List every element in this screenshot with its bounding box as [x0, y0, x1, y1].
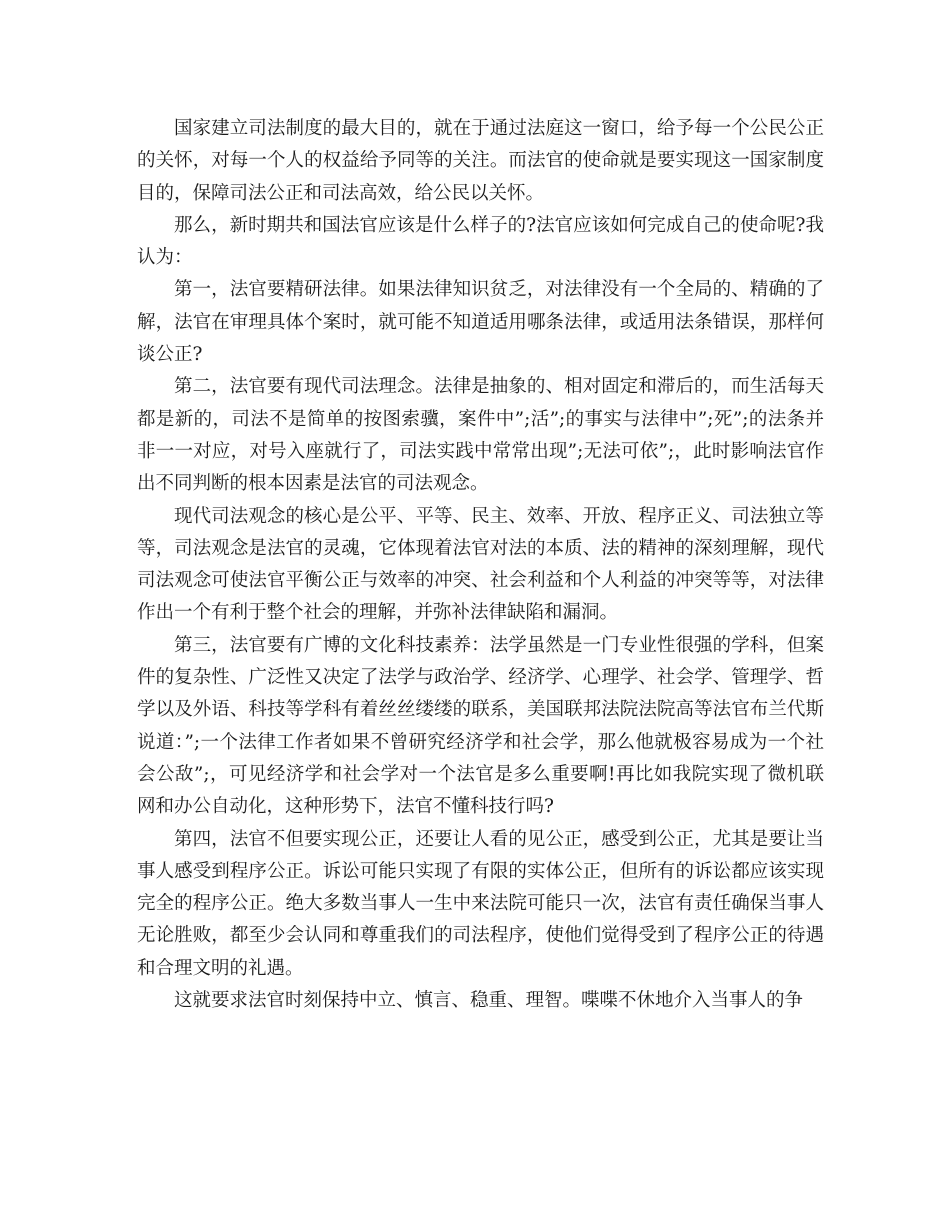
- paragraph-point-four: 第四，法官不但要实现公正，还要让人看的见公正，感受到公正，尤其是要让当事人感受到程序公正。诉讼可能只实现了有限的实体公正，但所有的诉讼都应该实现完全的程序公正。绝大多数当事人一生中来法院可能只一次，法官有责任确保当事人无论胜败，都至少会认同和尊重我们的司法程序，使他们觉得受到了程序公正的待遇和合理文明的礼遇。: [137, 828, 824, 979]
- paragraph-point-one: 第一，法官要精研法律。如果法律知识贫乏，对法律没有一个全局的、精确的了解，法官在审理具体个案时，就可能不知道适用哪条法律，或适用法条错误，那样何谈公正?: [137, 279, 824, 366]
- paragraph-modern-concepts: 现代司法观念的核心是公平、平等、民主、效率、开放、程序正义、司法独立等等，司法观念是法官的灵魂，它体现着法官对法的本质、法的精神的深刻理解，现代司法观念可使法官平衡公正与效率的冲突、社会利益和个人利益的冲突等等，对法律作出一个有利于整个社会的理解，并弥补法律缺陷和漏洞。: [137, 505, 824, 624]
- paragraph-judicial-purpose: 国家建立司法制度的最大目的，就在于通过法庭这一窗口，给予每一个公民公正的关怀，对每一个人的权益给予同等的关注。而法官的使命就是要实现这一国家制度目的，保障司法公正和司法高效，给公民以关怀。: [137, 118, 824, 204]
- document-body: [137, 113, 824, 1017]
- paragraph-point-three: 第三，法官要有广博的文化科技素养：法学虽然是一门专业性很强的学科，但案件的复杂性、广泛性又决定了法学与政治学、经济学、心理学、社会学、管理学、哲学以及外语、科技等学科有着丝丝缕缕的联系，美国联邦法院法院高等法官布兰代斯说道：”;一个法律工作者如果不曾研究经济学和社会学，那么他就极容易成为一个社会公敌”;，可见经济学和社会学对一个法官是多么重要啊!再比如我院实现了微机联网和办公自动化，这种形势下，法官不懂科技行吗?: [137, 634, 824, 818]
- paragraph-point-two: 第二，法官要有现代司法理念。法律是抽象的、相对固定和滞后的，而生活每天都是新的，司法不是简单的按图索骥，案件中”;活”;的事实与法律中”;死”;的法条并非一一对应，对号入座就行了，司法实践中常常出现”;无法可依”;，此时影响法官作出不同判断的根本因素是法官的司法观念。: [137, 376, 824, 495]
- paragraph-question: 那么，新时期共和国法官应该是什么样子的?法官应该如何完成自己的使命呢?我认为：: [137, 214, 824, 269]
- paragraph-neutrality: 这就要求法官时刻保持中立、慎言、稳重、理智。喋喋不休地介入当事人的争: [174, 990, 804, 1012]
